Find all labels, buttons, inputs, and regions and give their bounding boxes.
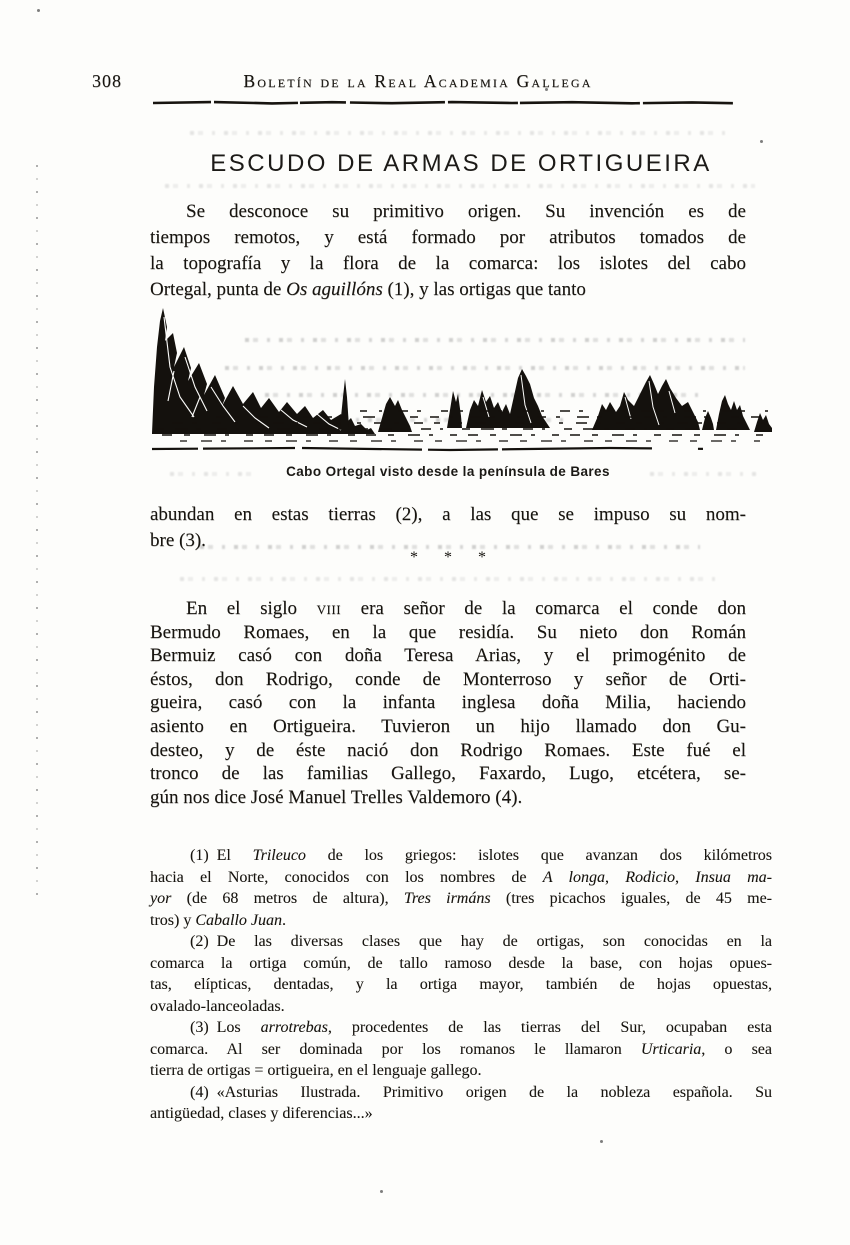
text-line: bre (3). (150, 530, 206, 551)
cabo-ortegal-engraving-illustration (150, 305, 772, 457)
text-line: abundan en estas tierras (2), a las que se impuso su nom- (150, 504, 746, 525)
bleedthrough-ghost-line (190, 131, 730, 135)
text-line: hacia el Norte, conocidos con los nombres de A longa, Rodicio, Insua ma- (150, 868, 773, 886)
bleedthrough-ghost-line (180, 577, 720, 581)
italic-text: Urticaria (640, 1040, 702, 1058)
scan-speck (600, 1140, 603, 1143)
text-line: la topografía y la flora de la comarca: los islotes del cabo (150, 253, 746, 274)
bleedthrough-ghost-line (165, 184, 755, 188)
paragraph-continuation (150, 502, 746, 554)
small-caps-text: viii (316, 598, 342, 619)
italic-text: Tres irmáns (403, 890, 491, 907)
text-line: (2) De las diversas clases que hay de ortigas, son conocidas en la (190, 933, 772, 950)
text-line: comarca. Al ser dominada por los romanos le llamaron Urticaria, o sea (150, 1040, 772, 1058)
scan-speck (380, 1190, 383, 1193)
text-line: En el siglo viii era señor de la comarca el conde don (186, 598, 746, 619)
text-line: comarca la ortiga común, de tallo ramoso desde la base, con hojas opues- (150, 954, 772, 972)
italic-text: A longa (542, 868, 605, 886)
italic-text: Os aguillóns (286, 279, 383, 300)
italic-text: yor (150, 890, 172, 907)
footnote-3 (150, 1017, 772, 1082)
header-rule (152, 99, 774, 107)
footnote-4 (150, 1082, 772, 1125)
running-head: Boletín de la Real Academia Gallega (243, 71, 593, 91)
scan-speck (760, 140, 763, 143)
italic-text: arrotrebas (260, 1019, 328, 1036)
text-line: gún nos dice José Manuel Trelles Valdemoro (4). (150, 786, 523, 808)
text-line: Bermuiz casó con doña Teresa Arias, y el primogénito de (150, 645, 746, 667)
text-line: (1) El Trileuco de los griegos: islotes que avanzan dos kilómetros (190, 847, 773, 864)
text-line: éstos, don Rodrigo, conde de Monterroso y señor de Orti- (150, 668, 746, 690)
italic-text: Trileuco (252, 847, 306, 864)
paragraph-history (150, 597, 746, 809)
text-line: Ortegal, punta de Os aguillóns (1), y las ortigas que tanto (150, 279, 586, 300)
text-line: Bermudo Romaes, en la que residía. Su nieto don Román (150, 621, 746, 643)
text-line: tros) y Caballo Juan. (150, 911, 286, 929)
text-line: antigüedad, clases y diferencias...» (150, 1105, 373, 1122)
text-line: (3) Los arrotrebas, procedentes de las tierras del Sur, ocupaban esta (190, 1019, 773, 1036)
italic-text: Insua ma- (695, 868, 773, 886)
text-line: asiento en Ortigueira. Tuvieron un hijo llamado don Gu- (150, 715, 746, 737)
italic-text: Rodicio (625, 868, 676, 886)
text-line: yor (de 68 metros de altura), Tres irmáns (tres picachos iguales, de 45 me- (150, 890, 773, 907)
page-number: 308 (92, 71, 122, 91)
figure-cabo-ortegal (150, 305, 772, 457)
text-line: gueira, casó con la infanta inglesa doña Milia, haciendo (150, 692, 746, 714)
scan-speck (37, 9, 40, 12)
asterisk-separator: * * * (410, 549, 497, 566)
footnote-2 (150, 931, 772, 1017)
scan-gutter-artifact (36, 165, 38, 905)
text-line: tierra de ortigas = ortigueira, en el lenguaje gallego. (150, 1062, 482, 1079)
footnotes-section (150, 845, 772, 1125)
italic-text: Caballo Juan (195, 911, 282, 929)
text-line: desteo, y de éste nació don Rodrigo Romaes. Este fué el (150, 739, 746, 761)
paragraph-origin (150, 199, 746, 303)
text-line: tas, elípticas, dentadas, y la ortiga mayor, también de hojas opuestas, (150, 976, 772, 993)
article-title: ESCUDO DE ARMAS DE ORTIGUEIRA (210, 150, 712, 177)
figure-caption: Cabo Ortegal visto desde la península de Bares (286, 464, 610, 479)
footnote-1 (150, 845, 772, 931)
text-line: tronco de las familias Gallego, Faxardo, Lugo, etcétera, se- (150, 763, 746, 785)
text-line: (4) «Asturias Ilustrada. Primitivo origen de la nobleza española. Su (190, 1083, 772, 1101)
text-line: tiempos remotos, y está formado por atributos tomados de (150, 227, 746, 248)
text-line: ovalado-lanceoladas. (150, 997, 285, 1015)
text-line: Se desconoce su primitivo origen. Su invención es de (186, 201, 746, 222)
